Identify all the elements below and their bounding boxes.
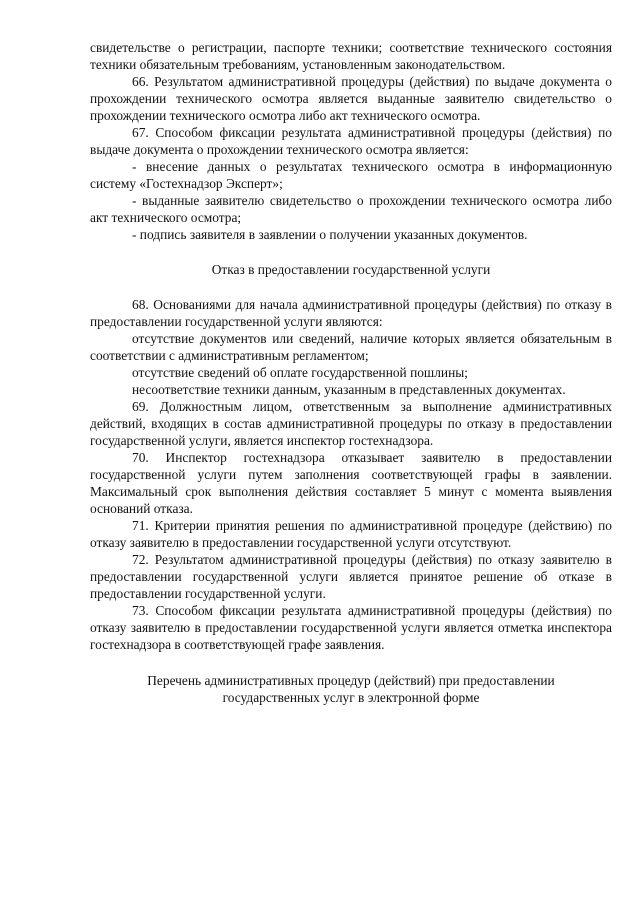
paragraph-67-item-3: - подпись заявителя в заявлении о получении указанных документов. [132,227,528,242]
paragraph-68: 68. Основаниями для начала административной процедуры (действия) по отказу в предоставлении государственной услуги являются: [90,297,612,329]
paragraph-70: 70. Инспектор гостехнадзора отказывает заявителю в предоставлении государственной услуги путем заполнения соответствующей графы в заявлении. Максимальный срок выполнения действия составляет 5 минут с момента выявления оснований отказа. [90,450,612,516]
paragraph-65-continuation: свидетельстве о регистрации, паспорте техники; соответствие технического состояния техники обязательным требованиям, установленным законодательством. [90,40,612,72]
paragraph-68-item-2: отсутствие сведений об оплате государственной пошлины; [132,365,468,380]
document-page [90,39,612,706]
paragraph-69: 69. Должностным лицом, ответственным за выполнение административных действий, входящих в состав административной процедуры по отказу в предоставлении государственной услуги, является инспектор гостехнадзора. [90,399,612,448]
section-heading-electronic-procedures [90,672,612,706]
paragraph-68-item-1: отсутствие документов или сведений, наличие которых является обязательным в соответствии с административным регламентом; [90,331,612,363]
paragraph-73: 73. Способом фиксации результата административной процедуры (действия) по отказу заявителю в предоставлении государственной услуги является отметка инспектора гостехнадзора в соответствующей графе заявления. [90,603,612,652]
section-heading-line-2: государственных услуг в электронной форме [222,690,480,705]
paragraph-68-item-3: несоответствие техники данным, указанным в представленных документах. [132,382,566,397]
paragraph-72: 72. Результатом административной процедуры (действия) по отказу заявителю в предоставлении государственной услуги является принятое решение об отказе в предоставлении государственной услуги. [90,552,612,601]
section-heading-line-1: Перечень административных процедур (действий) при предоставлении [147,673,555,688]
paragraph-67: 67. Способом фиксации результата административной процедуры (действия) по выдаче документа о прохождении технического осмотра является: [90,125,612,157]
paragraph-67-item-1: - внесение данных о результатах технического осмотра в информационную систему «Гостехнадзор Эксперт»; [90,159,612,191]
paragraph-67-item-2: - выданные заявителю свидетельство о прохождении технического осмотра либо акт технического осмотра; [90,193,612,225]
section-heading-refusal: Отказ в предоставлении государственной услуги [211,262,491,277]
paragraph-71: 71. Критерии принятия решения по административной процедуре (действию) по отказу заявителю в предоставлении государственной услуги отсутствуют. [90,518,612,550]
paragraph-66: 66. Результатом административной процедуры (действия) по выдаче документа о прохождении технического осмотра является выданные заявителю свидетельство о прохождении технического осмотра либо акт технического осмотра. [90,74,612,123]
